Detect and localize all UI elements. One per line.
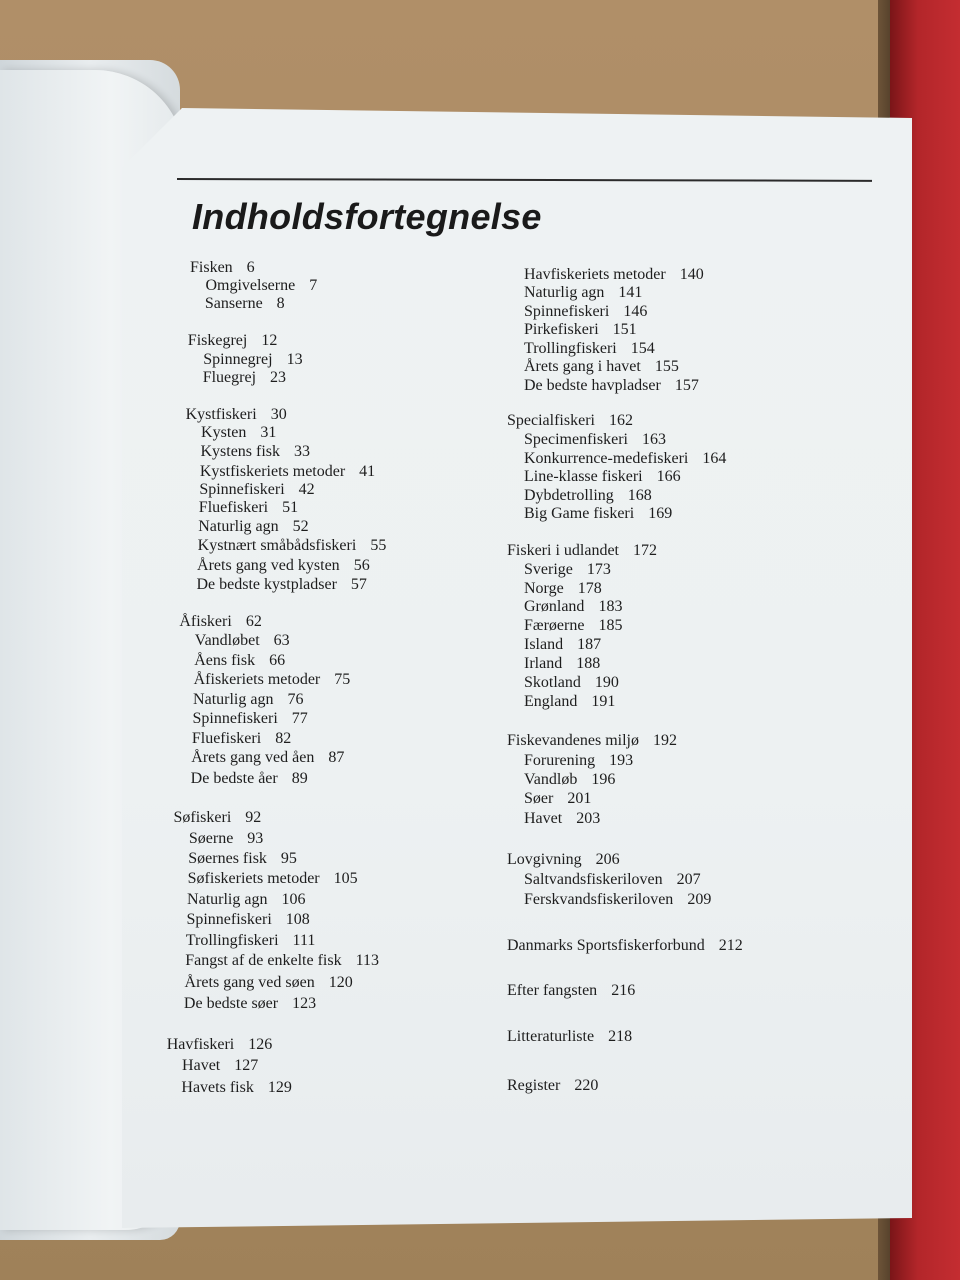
toc-entry-label: Sanserne (204, 295, 263, 312)
toc-entry (184, 995, 316, 1013)
toc-entry (524, 340, 655, 358)
toc-entry-label: Grønland (524, 598, 585, 615)
toc-entry (185, 974, 353, 992)
toc-entry-label: Åens fisk (194, 652, 256, 669)
toc-entry (524, 674, 619, 692)
toc-entry (192, 710, 307, 728)
toc-entry-page: 190 (594, 674, 619, 691)
toc-entry-page: 206 (595, 851, 620, 868)
toc-entry-label: Line-klasse fiskeri (524, 468, 643, 485)
toc-entry (200, 443, 310, 461)
toc-entry (524, 303, 647, 321)
toc-entry-label: Norge (524, 580, 564, 597)
toc-entry (174, 809, 262, 827)
toc-entry-label: Fangst af de enkelte fisk (185, 952, 342, 969)
toc-entry (186, 932, 316, 950)
toc-entry (507, 937, 743, 955)
toc-entry-label: Trollingfiskeri (524, 340, 617, 357)
toc-entry-label: Havfiskeri (166, 1036, 235, 1053)
toc-entry-label: Register (507, 1077, 561, 1094)
toc-entry-label: Havet (182, 1057, 221, 1074)
toc-entry-label: Specimenfiskeri (524, 431, 628, 448)
toc-entry (507, 732, 677, 750)
toc-entry (188, 332, 278, 350)
toc-entry-page: 220 (574, 1077, 599, 1094)
toc-entry (524, 617, 622, 635)
toc-entry-label: Pirkefiskeri (524, 321, 599, 338)
toc-entry-label: Island (524, 636, 564, 653)
toc-entry-page: 155 (654, 358, 679, 375)
toc-entry-page: 13 (286, 351, 303, 368)
toc-entry-page: 166 (656, 468, 681, 485)
toc-entry (507, 412, 633, 430)
toc-entry (188, 870, 358, 888)
toc-entry-label: Vandløb (524, 771, 578, 788)
toc-entry-label: De bedste søer (183, 995, 279, 1012)
toc-entry (179, 613, 261, 631)
toc-entry-label: Naturlig agn (187, 891, 268, 908)
toc-entry-label: Naturlig agn (193, 691, 274, 708)
toc-entry-page: 129 (267, 1079, 292, 1096)
toc-entry-page: 77 (291, 710, 308, 727)
toc-entry-label: De bedste kystpladser (196, 576, 337, 593)
toc-entry-label: England (524, 693, 578, 710)
toc-entry (524, 771, 615, 789)
toc-entry-page: 151 (612, 321, 637, 338)
toc-entry (524, 790, 591, 808)
toc-entry-page: 87 (328, 749, 345, 766)
toc-entry (507, 851, 620, 869)
toc-entry-page: 113 (355, 952, 380, 969)
toc-entry-page: 203 (576, 810, 601, 827)
toc-entry-label: Forurening (524, 752, 596, 769)
toc-entry-label: Søfiskeriets metoder (187, 870, 320, 887)
toc-entry-page: 191 (591, 693, 616, 710)
toc-entry-page: 192 (652, 732, 677, 749)
toc-entry-page: 8 (276, 295, 285, 312)
toc-entry-label: Kystnært småbådsfiskeri (197, 537, 357, 554)
toc-entry-label: Fisken (190, 259, 233, 276)
toc-entry-page: 126 (248, 1036, 273, 1053)
toc-entry-page: 196 (591, 771, 616, 788)
toc-entry (192, 730, 291, 748)
toc-entry (524, 636, 601, 654)
toc-entry-page: 75 (334, 671, 351, 688)
toc-entry-label: Vandløbet (194, 632, 260, 649)
toc-entry-page: 157 (674, 377, 699, 394)
toc-entry (524, 693, 615, 711)
toc-entry (190, 259, 255, 277)
toc-entry-label: Omgivelserne (205, 277, 296, 294)
toc-entry-page: 207 (676, 871, 701, 888)
toc-entry (524, 871, 701, 889)
toc-entry-label: Søerne (188, 830, 234, 847)
toc-entry-label: De bedste havpladser (524, 377, 661, 394)
toc-entry-label: Skotland (524, 674, 581, 691)
page-title: Indholdsfortegnelse (192, 196, 542, 237)
toc-entry-page: 7 (309, 277, 318, 294)
toc-entry-label: Kystens fisk (200, 443, 281, 460)
toc-entry-label: Ferskvandsfiskeriloven (524, 891, 674, 908)
toc-entry (188, 850, 297, 868)
toc-entry-label: Sverige (524, 561, 573, 578)
toc-entry (524, 598, 622, 616)
toc-entry (200, 463, 375, 481)
toc-entry (185, 952, 379, 970)
toc-entry (524, 891, 711, 909)
toc-entry (524, 468, 681, 486)
toc-entry (524, 377, 699, 395)
toc-entry-label: Fluefiskeri (191, 730, 262, 747)
toc-entry-page: 108 (285, 911, 310, 928)
toc-entry-page: 178 (577, 580, 602, 597)
toc-entry-label: Årets gang ved søen (184, 974, 315, 991)
toc-entry-label: Spinnegrej (203, 351, 273, 368)
toc-entry-page: 127 (234, 1057, 259, 1074)
toc-entry-label: Havets fisk (181, 1079, 254, 1096)
toc-entry-label: De bedste åer (190, 770, 278, 787)
toc-entry-label: Lovgivning (507, 851, 582, 868)
toc-entry-page: 164 (702, 450, 727, 467)
toc-entry (524, 505, 672, 523)
toc-entry-page: 62 (245, 613, 262, 630)
toc-entry (191, 749, 344, 767)
toc-entry-label: Fiskegrej (187, 332, 248, 349)
toc-entry-page: 188 (576, 655, 601, 672)
toc-entry-label: Naturlig agn (524, 284, 605, 301)
toc-entry-page: 193 (609, 752, 634, 769)
toc-entry-page: 168 (627, 487, 652, 504)
toc-entry-page: 42 (298, 481, 315, 498)
toc-entry-page: 172 (632, 542, 657, 559)
toc-entry-label: Årets gang ved åen (191, 749, 315, 766)
toc-entry-label: Åfiskeri (179, 613, 232, 630)
toc-entry-page: 93 (247, 830, 264, 847)
toc-entry-page: 92 (245, 809, 262, 826)
toc-entry-label: Åfiskeriets metoder (193, 671, 321, 688)
toc-entry-label: Fiskevandenes miljø (507, 732, 639, 749)
toc-entry-label: Havet (524, 810, 563, 827)
toc-entry-label: Årets gang ved kysten (197, 557, 340, 574)
toc-entry-label: Fluefiskeri (198, 499, 269, 516)
toc-entry-label: Færøerne (524, 617, 585, 634)
toc-entry (201, 424, 276, 442)
toc-entry-page: 162 (608, 412, 633, 429)
toc-entry-page: 146 (623, 303, 648, 320)
toc-entry (524, 752, 633, 770)
toc-entry-page: 105 (333, 870, 358, 887)
toc-entry-label: Saltvandsfiskeriloven (524, 871, 663, 888)
toc-entry-page: 140 (679, 266, 704, 283)
toc-entry-label: Fiskeri i udlandet (507, 542, 619, 559)
toc-entry-label: Søernes fisk (188, 850, 267, 867)
toc-entry-page: 95 (280, 850, 297, 867)
toc-entry-page: 163 (641, 431, 666, 448)
toc-entry (191, 770, 308, 788)
toc-entry-page: 41 (359, 463, 376, 480)
toc-entry (524, 284, 642, 302)
toc-entry (524, 266, 704, 284)
toc-entry (182, 1057, 258, 1075)
toc-entry-label: Naturlig agn (198, 518, 279, 535)
toc-entry-label: Fluegrej (202, 369, 257, 386)
toc-entry (524, 580, 602, 598)
toc-entry (524, 561, 611, 579)
toc-entry (199, 481, 314, 499)
toc-entry-label: Danmarks Sportsfiskerforbund (507, 937, 705, 954)
toc-entry-page: 30 (270, 406, 287, 423)
toc-entry (187, 891, 305, 909)
toc-entry (524, 431, 666, 449)
toc-entry-page: 111 (292, 932, 316, 949)
toc-entry-page: 23 (270, 369, 287, 386)
toc-entry (186, 406, 287, 424)
toc-entry (196, 576, 366, 594)
toc-entry (186, 911, 309, 929)
toc-entry (524, 358, 679, 376)
toc-entry-page: 33 (294, 443, 311, 460)
toc-entry-page: 12 (261, 332, 278, 349)
toc-entry (181, 1079, 291, 1097)
toc-entry-label: Søer (524, 790, 554, 807)
toc-entry (203, 369, 286, 387)
toc-entry-label: Spinnefiskeri (192, 710, 278, 727)
toc-entry-label: Kysten (201, 424, 247, 441)
toc-entry (198, 518, 308, 536)
toc-entry-page: 185 (598, 617, 623, 634)
toc-entry-page: 201 (567, 790, 592, 807)
toc-entry (507, 1028, 632, 1046)
toc-entry-page: 123 (292, 995, 317, 1012)
toc-entry-label: Kystfiskeriets metoder (199, 463, 346, 480)
toc-entry (195, 632, 290, 650)
toc-entry-page: 169 (648, 505, 673, 522)
toc-entry-page: 154 (630, 340, 655, 357)
toc-entry-page: 187 (577, 636, 602, 653)
toc-entry (524, 655, 600, 673)
toc-entry (524, 321, 637, 339)
toc-entry (194, 671, 351, 689)
toc-entry (205, 277, 317, 295)
toc-entry (524, 810, 600, 828)
toc-entry-label: Big Game fiskeri (524, 505, 635, 522)
toc-entry-label: Spinnefiskeri (186, 911, 272, 928)
toc-entry-page: 6 (246, 259, 255, 276)
toc-entry-label: Litteraturliste (507, 1028, 595, 1045)
toc-entry-label: Spinnefiskeri (524, 303, 610, 320)
toc-entry-page: 209 (687, 891, 712, 908)
toc-entry (198, 537, 387, 555)
toc-entry-page: 52 (292, 518, 309, 535)
toc-entry (524, 487, 652, 505)
toc-entry-page: 218 (608, 1028, 633, 1045)
toc-entry (199, 499, 298, 517)
toc-entry-page: 173 (586, 561, 611, 578)
toc-entry (197, 557, 370, 575)
toc-entry-label: Specialfiskeri (507, 412, 595, 429)
toc-entry (507, 982, 635, 1000)
toc-entry-page: 31 (260, 424, 277, 441)
toc-entry-page: 82 (275, 730, 292, 747)
toc-entry-label: Irland (524, 655, 563, 672)
toc-entry-label: Dybdetrolling (524, 487, 614, 504)
toc-entry-page: 212 (718, 937, 743, 954)
toc-entry (524, 450, 726, 468)
toc-entry-page: 51 (282, 499, 299, 516)
toc-entry-page: 183 (598, 598, 623, 615)
toc-entry (507, 542, 657, 560)
toc-entry-page: 216 (611, 982, 636, 999)
toc-entry (167, 1036, 273, 1054)
toc-entry-page: 56 (353, 557, 370, 574)
toc-entry-label: Årets gang i havet (524, 358, 641, 375)
toc-entry (205, 295, 285, 313)
toc-entry-label: Spinnefiskeri (199, 481, 285, 498)
toc-entry (194, 652, 285, 670)
toc-entry-page: 120 (328, 974, 353, 991)
toc-entry-label: Konkurrence-medefiskeri (524, 450, 689, 467)
toc-entry (193, 691, 303, 709)
toc-entry (189, 830, 263, 848)
toc-entry-label: Kystfiskeri (185, 406, 257, 423)
toc-entry-label: Efter fangsten (507, 982, 598, 999)
toc-entry-label: Havfiskeriets metoder (524, 266, 666, 283)
toc-entry (203, 351, 302, 369)
toc-entry-page: 89 (291, 770, 308, 787)
toc-entry-page: 63 (273, 632, 290, 649)
toc-entry-page: 66 (269, 652, 286, 669)
toc-entry-label: Søfiskeri (173, 809, 232, 826)
toc-entry-label: Trollingfiskeri (185, 932, 279, 949)
toc-entry-page: 76 (287, 691, 304, 708)
toc-entry-page: 57 (350, 576, 367, 593)
toc-entry (507, 1077, 598, 1095)
toc-entry-page: 141 (618, 284, 643, 301)
toc-entry-page: 106 (281, 891, 306, 908)
toc-entry-page: 55 (370, 537, 387, 554)
